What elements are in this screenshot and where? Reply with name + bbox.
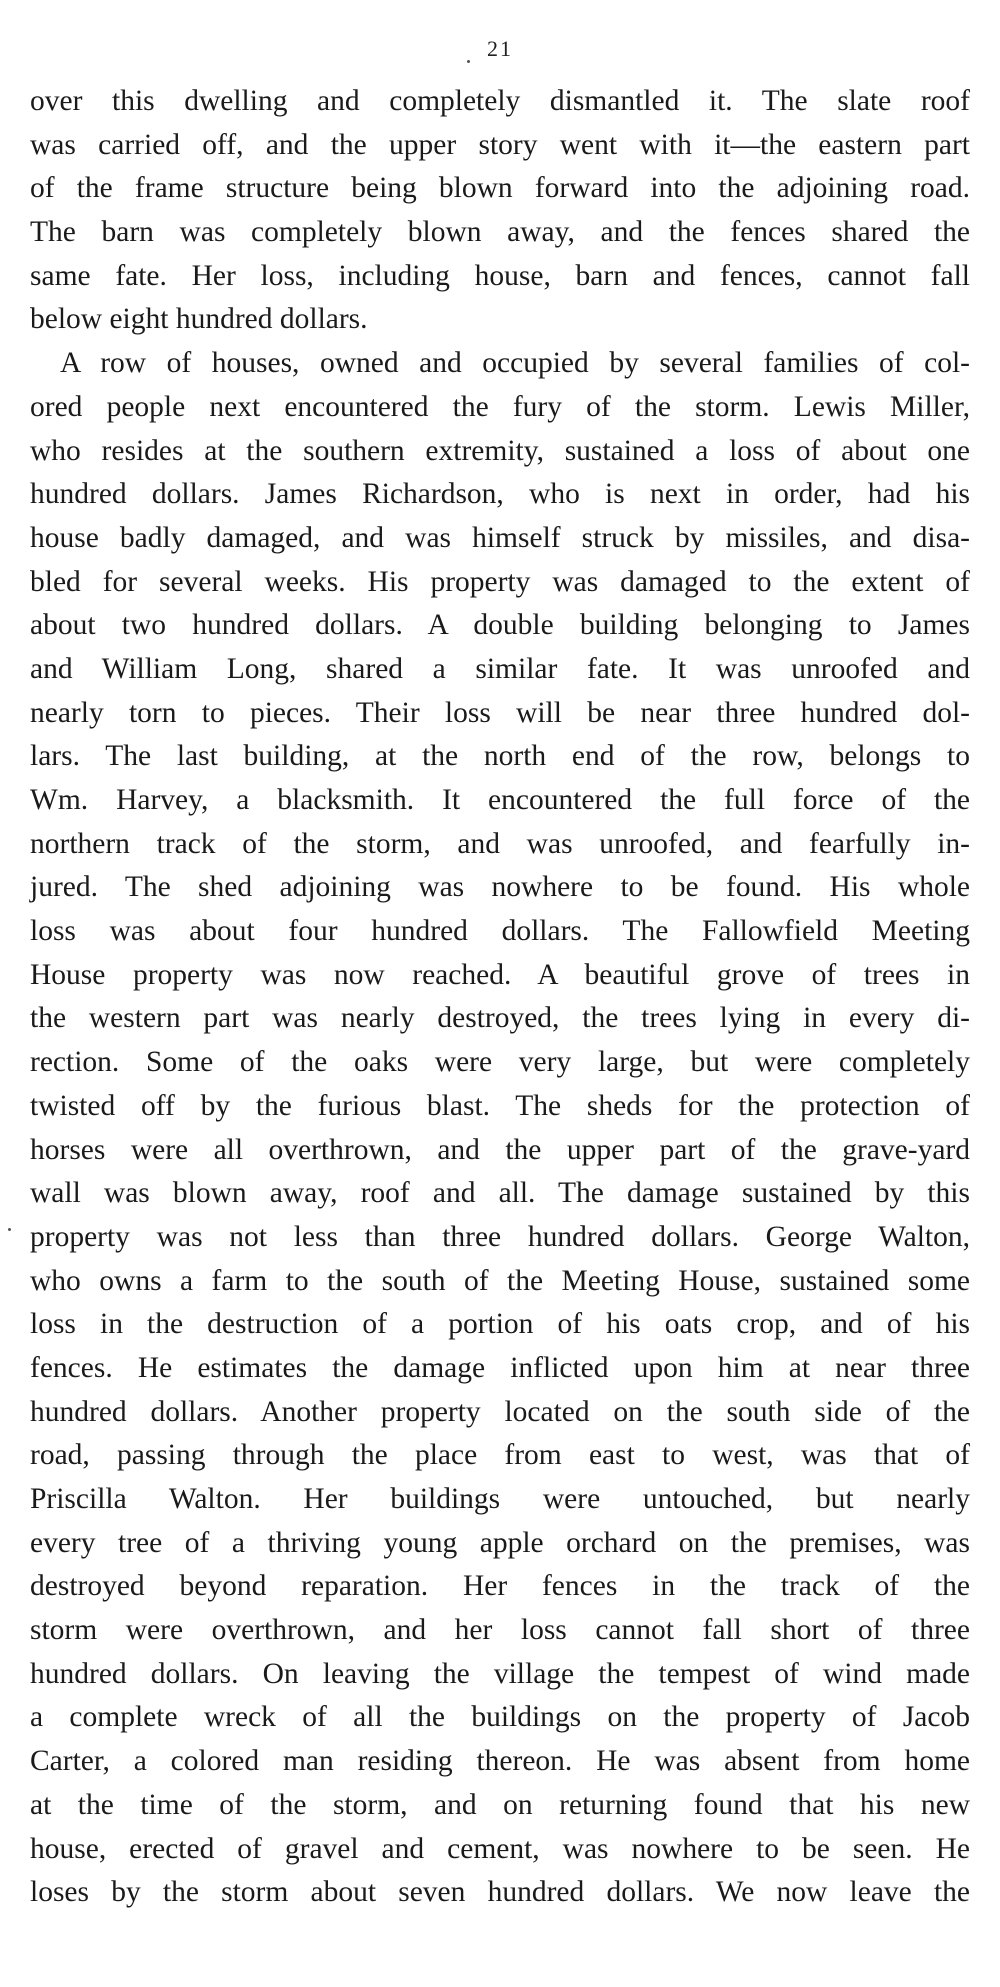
page-number: 21 (487, 36, 513, 61)
text-line: was carried off, and the upper story went with it—the eastern part (30, 128, 970, 161)
text-line: Wm. Harvey, a blacksmith. It encountered the full force of the (30, 784, 970, 816)
text-line: the western part was nearly destroyed, the trees lying in every di- (30, 1002, 970, 1035)
text-line: nearly torn to pieces. Their loss will be near three hundred dol- (30, 696, 970, 729)
text-line: hundred dollars. Another property located on the south side of the (30, 1395, 970, 1428)
text-line: Carter, a colored man residing thereon. He was absent from home (30, 1745, 970, 1778)
text-line: below eight hundred dollars. (30, 303, 368, 336)
text-line: property was not less than three hundred dollars. George Walton, (30, 1220, 970, 1253)
text-line: same fate. Her loss, including house, barn and fences, cannot fall (30, 259, 970, 292)
print-speck (467, 60, 470, 63)
text-line: rection. Some of the oaks were very large, but were completely (30, 1046, 970, 1079)
text-line: northern track of the storm, and was unroofed, and fearfully in- (30, 827, 970, 860)
text-line: The barn was completely blown away, and the fences shared the (30, 216, 970, 249)
text-line: who resides at the southern extremity, sustained a loss of about one (30, 434, 970, 467)
text-line: loss was about four hundred dollars. The Fallowfield Meeting (30, 915, 970, 948)
text-line: lars. The last building, at the north end of the row, belongs to (30, 740, 970, 773)
text-line: jured. The shed adjoining was nowhere to be found. His whole (30, 871, 970, 904)
text-line: A row of houses, owned and occupied by several families of col- (60, 347, 970, 380)
text-line: House property was now reached. A beautiful grove of trees in (30, 958, 970, 991)
text-line: at the time of the storm, and on returning found that his new (30, 1788, 970, 1821)
text-line: loses by the storm about seven hundred dollars. We now leave the (30, 1876, 970, 1909)
text-line: road, passing through the place from east to west, was that of (30, 1439, 970, 1472)
text-line: ored people next encountered the fury of the storm. Lewis Miller, (30, 390, 970, 423)
text-line: loss in the destruction of a portion of his oats crop, and of his (30, 1308, 970, 1341)
text-line: every tree of a thriving young apple orchard on the premises, was (30, 1526, 970, 1559)
text-line: house, erected of gravel and cement, was nowhere to be seen. He (30, 1832, 970, 1865)
text-line: about two hundred dollars. A double building belonging to James (30, 609, 970, 642)
print-speck (8, 1228, 11, 1231)
text-line: horses were all overthrown, and the upper part of the grave-yard (30, 1133, 970, 1166)
text-line: and William Long, shared a similar fate. It was unroofed and (30, 652, 970, 685)
text-line: Priscilla Walton. Her buildings were untouched, but nearly (30, 1483, 970, 1515)
text-line: bled for several weeks. His property was damaged to the extent of (30, 565, 970, 598)
text-line: twisted off by the furious blast. The sheds for the protection of (30, 1089, 970, 1122)
text-line: hundred dollars. On leaving the village the tempest of wind made (30, 1657, 970, 1690)
text-line: over this dwelling and completely dismantled it. The slate roof (30, 85, 970, 117)
text-line: storm were overthrown, and her loss cannot fall short of three (30, 1614, 970, 1647)
text-line: of the frame structure being blown forward into the adjoining road. (30, 172, 970, 205)
text-line: hundred dollars. James Richardson, who is next in order, had his (30, 478, 970, 511)
body-text (30, 80, 970, 1915)
text-line: a complete wreck of all the buildings on the property of Jacob (30, 1701, 970, 1734)
text-line: fences. He estimates the damage inflicted upon him at near three (30, 1351, 970, 1384)
text-line: who owns a farm to the south of the Meeting House, sustained some (30, 1264, 970, 1297)
text-line: destroyed beyond reparation. Her fences in the track of the (30, 1570, 970, 1603)
text-line: house badly damaged, and was himself struck by missiles, and disa- (30, 521, 970, 554)
text-line: wall was blown away, roof and all. The damage sustained by this (30, 1177, 970, 1210)
